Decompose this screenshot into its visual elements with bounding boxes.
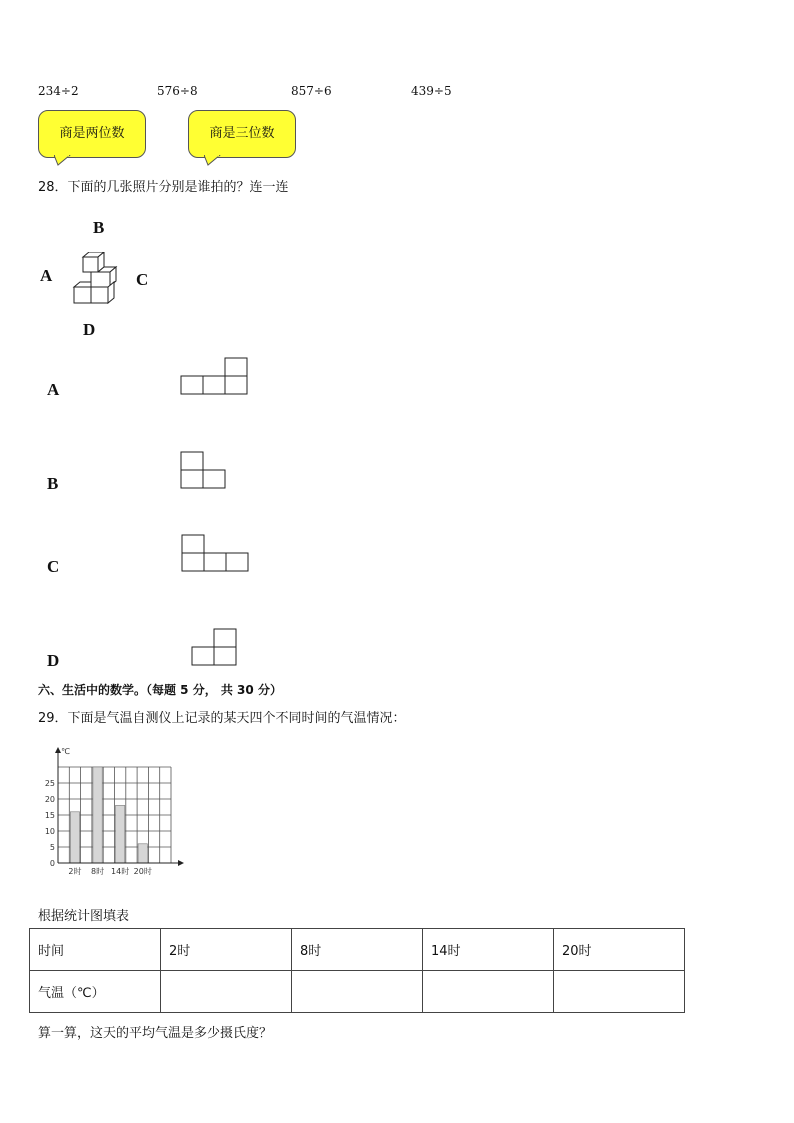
bar-1 [70, 812, 79, 863]
header-cell-8h: 8时 [292, 929, 423, 971]
bubble-two-digit[interactable]: 商是两位数 [38, 110, 146, 158]
view-figure-b[interactable] [180, 450, 230, 490]
section-six-title: 六、生活中的数学。（每题 5 分， 共 30 分） [38, 683, 282, 697]
header-cell-2h: 2时 [161, 929, 292, 971]
option-label-d: D [47, 651, 60, 670]
division-expr-1: 234÷2 [38, 84, 79, 98]
x-axis-arrow-icon [178, 860, 184, 866]
header-cell-14h: 14时 [423, 929, 554, 971]
cube-stack-figure [72, 252, 122, 304]
division-expr-3: 857÷6 [291, 84, 332, 98]
table-row [30, 971, 685, 1013]
answer-cell-8h[interactable] [292, 971, 423, 1013]
x-tick-label: 20时 [133, 867, 152, 876]
y-tick-label: 20 [44, 795, 55, 804]
view-figure-a[interactable] [180, 356, 250, 396]
bar-4 [138, 844, 147, 863]
answer-cell-20h[interactable] [554, 971, 685, 1013]
q29-question: 29．下面是气温自测仪上记录的某天四个不同时间的气温情况： [38, 711, 406, 726]
option-label-b: B [47, 474, 59, 493]
bar-2 [93, 767, 102, 863]
q28-question: 28．下面的几张照片分别是谁拍的？连一连 [38, 180, 289, 195]
view-figure-c[interactable] [181, 533, 253, 573]
option-label-a: A [47, 380, 60, 399]
table-caption: 根据统计图填表 [38, 909, 130, 924]
temperature-bar-chart [38, 745, 188, 885]
header-cell-time: 时间 [30, 929, 161, 971]
y-tick-label: 25 [44, 779, 55, 788]
bubble-three-digit[interactable]: 商是三位数 [188, 110, 296, 158]
y-axis-unit-label: ℃ [61, 747, 70, 756]
temperature-table [29, 928, 685, 1013]
row-label-temperature: 气温（℃） [30, 971, 161, 1013]
option-label-c: C [47, 557, 60, 576]
table-row [30, 929, 685, 971]
bubble-tail-icon [54, 155, 74, 167]
direction-label-c: C [136, 270, 149, 289]
direction-label-a: A [40, 266, 53, 285]
division-expr-2: 576÷8 [157, 84, 198, 98]
y-tick-label: 5 [49, 843, 55, 852]
y-tick-label: 15 [44, 811, 55, 820]
direction-label-b: B [93, 218, 105, 237]
q29-ask: 算一算，这天的平均气温是多少摄氏度？ [38, 1026, 273, 1041]
answer-cell-14h[interactable] [423, 971, 554, 1013]
x-tick-label: 8时 [91, 867, 105, 876]
y-tick-label: 10 [44, 827, 55, 836]
x-tick-label: 14时 [111, 867, 130, 876]
direction-label-d: D [83, 320, 96, 339]
bubble-tail-icon [204, 155, 224, 167]
header-cell-20h: 20时 [554, 929, 685, 971]
y-tick-label: 0 [49, 859, 55, 868]
x-tick-label: 2时 [68, 867, 82, 876]
answer-cell-2h[interactable] [161, 971, 292, 1013]
view-figure-d[interactable] [191, 627, 241, 667]
division-expr-4: 439÷5 [411, 84, 452, 98]
bar-3 [116, 805, 125, 863]
